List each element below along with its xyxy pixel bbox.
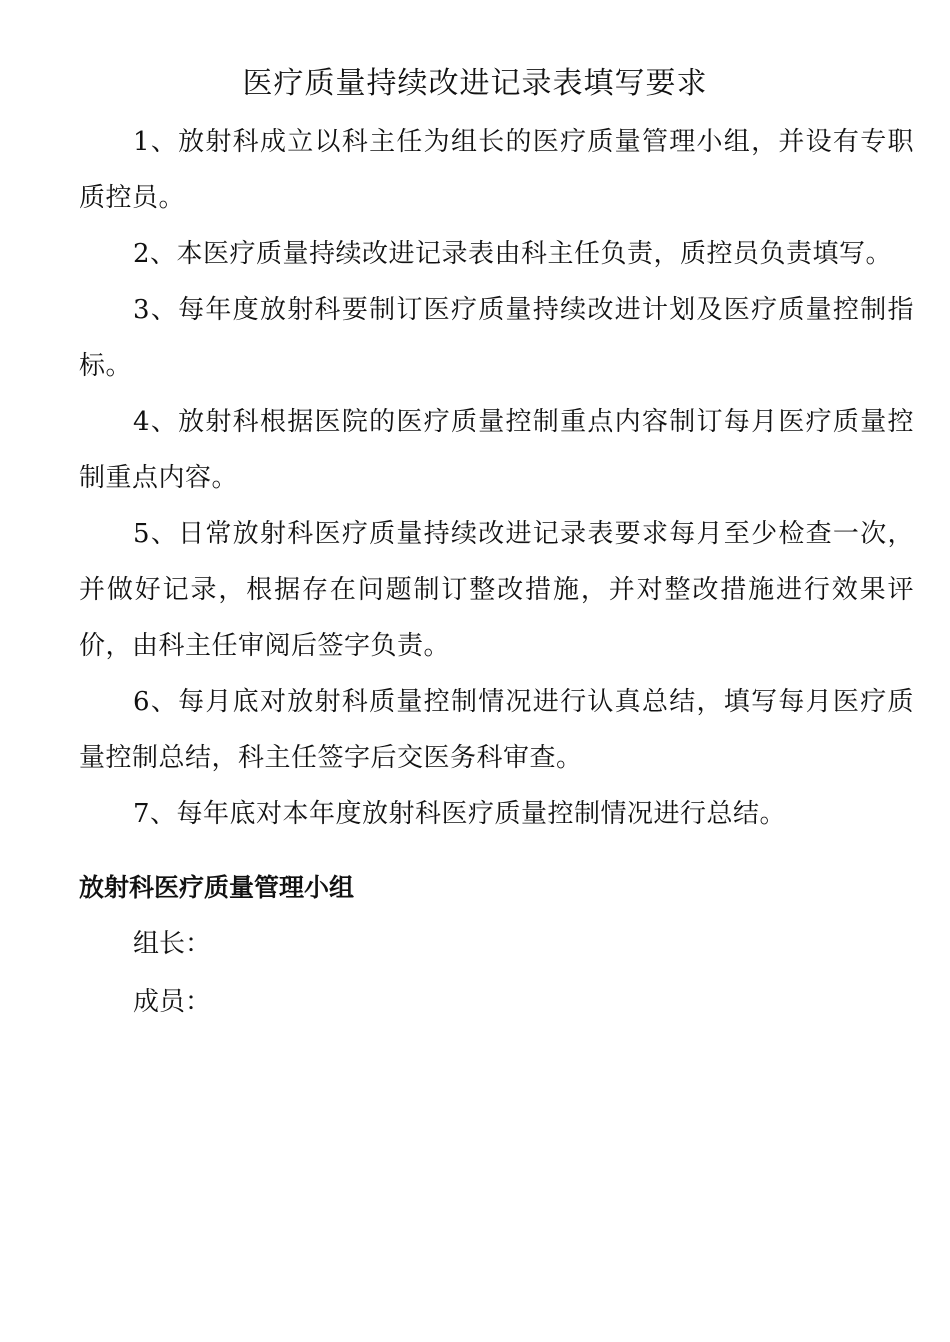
requirement-item-6: 6、每月底对放射科质量控制情况进行认真总结，填写每月医疗质量控制总结，科主任签字后交医务科审查。 — [79, 687, 914, 773]
requirement-item-5: 5、日常放射科医疗质量持续改进记录表要求每月至少检查一次，并做好记录，根据存在问题制订整改措施，并对整改措施进行效果评价，由科主任审阅后签字负责。 — [79, 519, 914, 661]
group-members-label: 成员： — [133, 987, 212, 1017]
document-title: 医疗质量持续改进记录表填写要求 — [242, 66, 708, 101]
requirement-item-2: 2、本医疗质量持续改进记录表由科主任负责，质控员负责填写。 — [133, 239, 893, 269]
requirements-list — [79, 114, 914, 842]
group-heading: 放射科医疗质量管理小组 — [79, 873, 355, 902]
group-leader-label: 组长： — [133, 929, 212, 959]
requirement-item-1: 1、放射科成立以科主任为组长的医疗质量管理小组，并设有专职质控员。 — [79, 127, 914, 213]
requirement-item-7: 7、每年底对本年度放射科医疗质量控制情况进行总结。 — [133, 799, 787, 829]
requirement-item-4: 4、放射科根据医院的医疗质量控制重点内容制订每月医疗质量控制重点内容。 — [79, 407, 914, 493]
requirement-item-3: 3、每年度放射科要制订医疗质量持续改进计划及医疗质量控制指标。 — [79, 295, 914, 381]
